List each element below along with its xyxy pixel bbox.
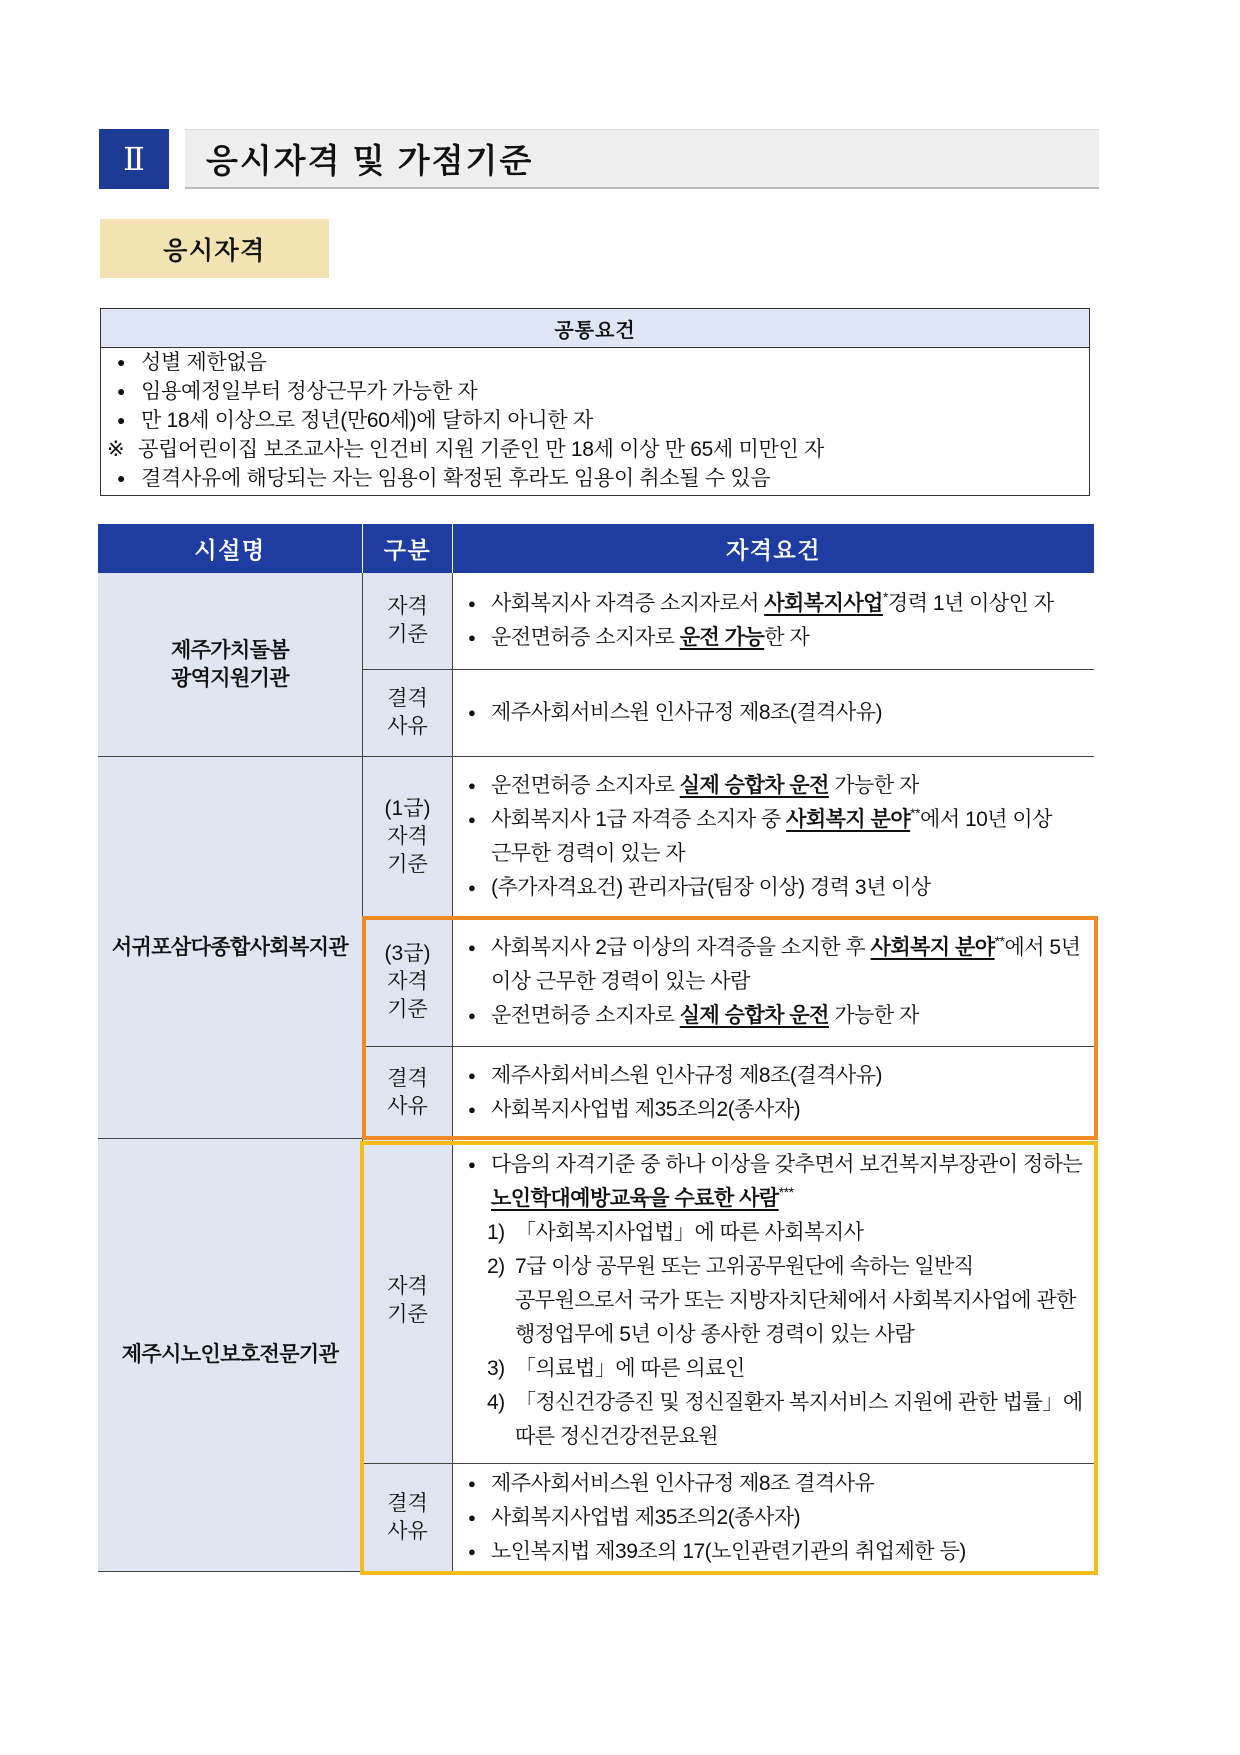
- bullet-icon: ●: [468, 811, 476, 827]
- requirement-item: [468, 931, 1089, 999]
- text-segment: 에서 10년 이상 근무한 경력이 있는 자: [491, 807, 1053, 865]
- requirement-item: [468, 696, 1089, 730]
- bullet-icon: ●: [468, 705, 476, 720]
- common-item: [101, 406, 1089, 435]
- requirements-cell: [453, 757, 1094, 917]
- section-title-bar: [185, 129, 1099, 189]
- header-category: 구분: [363, 524, 453, 573]
- text-segment: 사회복지사업법 제35조의2(종사자): [491, 1097, 801, 1121]
- text-segment: 가능한 자: [828, 1003, 919, 1027]
- text-segment: 사회복지사업법 제35조의2(종사자): [491, 1505, 801, 1529]
- bullet-icon: ●: [468, 1509, 476, 1525]
- bullet-icon: ●: [117, 470, 126, 486]
- common-requirements-header: 공통요건: [101, 309, 1089, 348]
- bullet-icon: ●: [468, 630, 476, 645]
- requirement-item: [468, 999, 1089, 1033]
- category-label: 자격 기준: [363, 1139, 453, 1464]
- numbered-item: [468, 1216, 1089, 1250]
- emphasized-text: 실제 승합차 운전: [679, 773, 829, 797]
- numbered-item: [468, 1250, 1089, 1352]
- text-segment: 운전면허증 소지자로: [491, 626, 680, 649]
- requirement-item: [468, 871, 1089, 905]
- requirement-text: [491, 1148, 1089, 1216]
- category-label: 결격 사유: [363, 1464, 453, 1572]
- bullet-icon: ●: [468, 1543, 476, 1559]
- category-label: 결격 사유: [363, 1047, 453, 1139]
- common-item-text: 만 18세 이상으로 정년(만60세)에 달하지 아니한 자: [141, 409, 593, 432]
- bullet-icon: ●: [468, 1067, 476, 1083]
- emphasized-text: 사회복지 분야: [870, 935, 995, 959]
- requirement-text: [491, 931, 1089, 999]
- common-requirements-list: [101, 348, 1089, 493]
- header-facility: 시설명: [98, 524, 363, 573]
- requirement-text: [491, 696, 1089, 730]
- requirement-item: [468, 1467, 1089, 1501]
- text-segment: 운전면허증 소지자로: [491, 1003, 680, 1027]
- text-segment: 사회복지사 2급 이상의 자격증을 소지한 후: [491, 935, 871, 959]
- text-segment: 사회복지사 자격증 소지자로서: [491, 592, 765, 615]
- eligibility-table: [98, 524, 1094, 1572]
- bullet-icon: ●: [117, 412, 126, 428]
- bullet-icon: ●: [468, 879, 476, 895]
- requirement-text: [491, 1467, 1089, 1501]
- text-segment: 에서 5년 이상 근무한 경력이 있는 사람: [491, 935, 1081, 993]
- text-segment: 다음의 자격기준 중 하나 이상을 갖추면서 보건복지부장관이 정하는: [491, 1153, 1083, 1176]
- item-number: 4): [487, 1391, 505, 1414]
- facility-name: 제주시노인보호전문기관: [98, 1139, 363, 1572]
- text-segment: 제주사회서비스원 인사규정 제8조(결격사유): [491, 1063, 882, 1087]
- requirement-text: [491, 1059, 1089, 1093]
- requirement-text: [491, 621, 1089, 655]
- bullet-icon: ●: [117, 354, 126, 370]
- disqualification-cell: [453, 1464, 1094, 1572]
- requirements-cell: [453, 1139, 1094, 1464]
- requirement-item: [468, 587, 1089, 621]
- text-segment: 사회복지사 1급 자격증 소지자 중: [491, 807, 787, 831]
- common-requirements-box: [100, 308, 1090, 496]
- subsection-badge: [100, 219, 329, 278]
- numbered-item-text: 「사회복지사업법」에 따른 사회복지사: [515, 1221, 864, 1244]
- requirement-text: [491, 1093, 1089, 1127]
- section-number: Ⅱ: [99, 129, 169, 189]
- requirement-text: [491, 1501, 1089, 1535]
- bullet-icon: ●: [468, 939, 476, 955]
- bullet-icon: ●: [468, 1157, 476, 1172]
- bullet-icon: ●: [468, 596, 476, 611]
- item-number: 2): [487, 1255, 505, 1278]
- common-note: [101, 435, 1089, 464]
- common-item: [101, 464, 1089, 493]
- text-segment: 운전면허증 소지자로: [491, 773, 680, 797]
- requirement-text: [491, 769, 1089, 803]
- bullet-icon: ●: [468, 777, 476, 793]
- requirement-item: [468, 1501, 1089, 1535]
- emphasized-text: 사회복지사업: [764, 592, 883, 615]
- requirement-item: [468, 1093, 1089, 1127]
- common-item-text: 임용예정일부터 정상근무가 가능한 자: [141, 380, 478, 403]
- facility-name: 서귀포삼다종합사회복지관: [98, 757, 363, 1139]
- requirement-item: [468, 1535, 1089, 1569]
- common-note-text: 공립어린이집 보조교사는 인건비 지원 기준인 만 18세 이상 만 65세 미만인 자: [138, 438, 824, 461]
- category-label: (3급) 자격 기준: [363, 917, 453, 1047]
- bullet-icon: ●: [468, 1007, 476, 1023]
- emphasized-text: 노인학대예방교육을 수료한 사람: [491, 1187, 779, 1210]
- requirement-text: [491, 1535, 1089, 1569]
- numbered-item: [468, 1352, 1089, 1386]
- category-label: 자격 기준: [363, 573, 453, 670]
- footnote-mark: *: [882, 589, 888, 605]
- requirement-text: [491, 803, 1089, 871]
- common-item-text: 성별 제한없음: [141, 351, 267, 374]
- subsection-title: 응시자격: [163, 236, 266, 265]
- numbered-item-text: 「의료법」에 따른 의료인: [515, 1357, 745, 1380]
- text-segment: 가능한 자: [828, 773, 919, 797]
- requirement-text: [491, 999, 1089, 1033]
- requirement-item: [468, 1148, 1089, 1216]
- text-segment: 제주사회서비스원 인사규정 제8조(결격사유): [491, 701, 882, 724]
- numbered-item: [468, 1386, 1089, 1454]
- footnote-mark: **: [994, 932, 1005, 949]
- emphasized-text: 실제 승합차 운전: [679, 1003, 829, 1027]
- requirement-text: [491, 587, 1089, 621]
- requirement-item: [468, 621, 1089, 655]
- disqualification-cell: [453, 1047, 1094, 1139]
- requirement-text: [491, 871, 1089, 905]
- category-label: 결격 사유: [363, 670, 453, 757]
- requirements-cell: [453, 573, 1094, 670]
- disqualification-cell: [453, 670, 1094, 757]
- category-label: (1급) 자격 기준: [363, 757, 453, 917]
- common-item-text: 결격사유에 해당되는 자는 임용이 확정된 후라도 임용이 취소될 수 있음: [141, 467, 771, 490]
- bullet-icon: ●: [117, 383, 126, 399]
- text-segment: 경력 1년 이상인 자: [887, 592, 1054, 615]
- footnote-mark: **: [910, 804, 921, 821]
- text-segment: 제주사회서비스원 인사규정 제8조 결격사유: [491, 1471, 875, 1495]
- emphasized-text: 사회복지 분야: [786, 807, 911, 831]
- text-segment: 한 자: [764, 626, 810, 649]
- numbered-item-text: 7급 이상 공무원 또는 고위공무원단에 속하는 일반직 공무원으로서 국가 또는 지방자치단체에서 사회복지사업에 관한 행정업무에 5년 이상 종사한 경력이 있는 사람: [515, 1255, 1076, 1346]
- header-requirements: 자격요건: [453, 524, 1094, 573]
- requirement-item: [468, 803, 1089, 871]
- item-number: 1): [487, 1221, 505, 1244]
- reference-mark-icon: ※: [107, 438, 125, 461]
- section-title: 응시자격 및 가점기준: [206, 142, 534, 179]
- text-segment: (추가자격요건) 관리자급(팀장 이상) 경력 3년 이상: [491, 875, 931, 899]
- emphasized-text: 운전 가능: [679, 626, 765, 649]
- footnote-mark: ***: [778, 1184, 794, 1200]
- bullet-icon: ●: [468, 1475, 476, 1491]
- text-segment: 노인복지법 제39조의 17(노인관련기관의 취업제한 등): [491, 1539, 966, 1563]
- bullet-icon: ●: [468, 1101, 476, 1117]
- item-number: 3): [487, 1357, 505, 1380]
- requirement-item: [468, 769, 1089, 803]
- facility-name: 제주가치돌봄 광역지원기관: [98, 573, 363, 757]
- requirement-item: [468, 1059, 1089, 1093]
- numbered-item-text: 「정신건강증진 및 정신질환자 복지서비스 지원에 관한 법률」에 따른 정신건강전문요원: [515, 1391, 1083, 1448]
- common-item: [101, 377, 1089, 406]
- common-item: [101, 348, 1089, 377]
- requirements-cell: [453, 917, 1094, 1047]
